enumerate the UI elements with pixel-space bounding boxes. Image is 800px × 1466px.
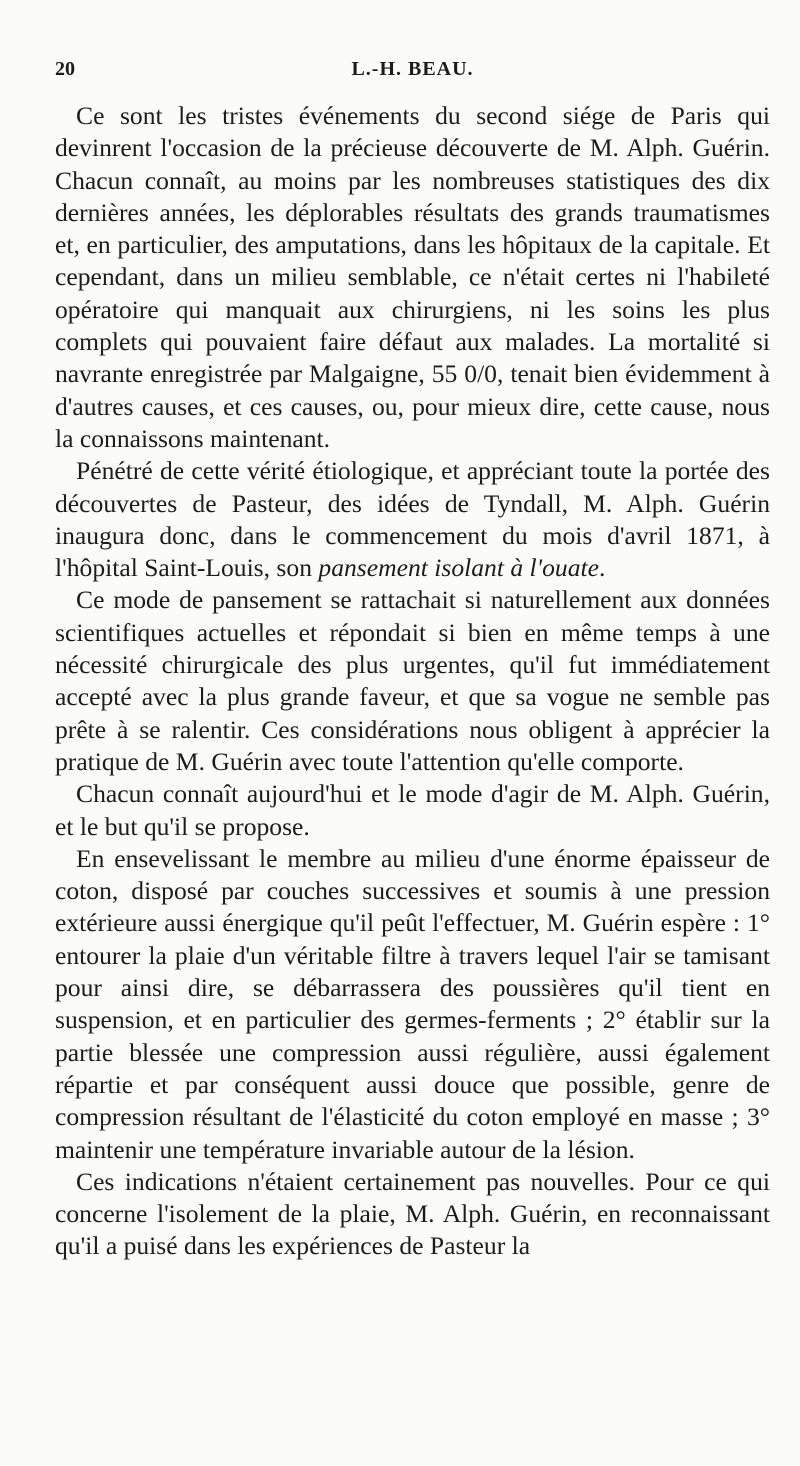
page-number: 20 (55, 58, 75, 80)
paragraph-3: Ce mode de pansement se rattachait si naturellement aux données scientifiques actuelles et répondait si bien en même temps à une nécessité chirurgicale des plus urgentes, qu'il fut immédiatement accepté avec la plus grande faveur, et que sa vogue ne semble pas prête à se ralentir. Ces considérations nous obligent à apprécier la pratique de M. Guérin avec toute l'attention qu'elle comporte. (55, 585, 770, 776)
body-text (55, 100, 770, 1263)
paragraph-2: Pénétré de cette vérité étiologique, et appréciant toute la portée des découvertes de Pasteur, des idées de Tyndall, M. Alph. Guérin inaugura donc, dans le commencement du mois d'avril 1871, à l'hôpital Saint-Louis, son pansement isolant à l'ouate. (55, 456, 770, 583)
page-header (55, 58, 770, 88)
paragraph-4: Chacun connaît aujourd'hui et le mode d'agir de M. Alph. Guérin, et le but qu'il se propose. (55, 779, 770, 841)
paragraph-5: En ensevelissant le membre au milieu d'une énorme épaisseur de coton, disposé par couches successives et soumis à une pression extérieure aussi énergique qu'il peût l'effectuer, M. Guérin espère : 1° entourer la plaie d'un véritable filtre à travers lequel l'air se tamisant pour ainsi dire, se débarrassera des poussières qu'il tient en suspension, et en particulier des germes-ferments ; 2° établir sur la partie blessée une compression aussi régulière, aussi également répartie et par conséquent aussi douce que possible, genre de compression résultant de l'élasticité du coton employé en masse ; 3° maintenir une température invariable autour de la lésion. (55, 843, 770, 1164)
paragraph-1: Ce sont les tristes événements du second siége de Paris qui devinrent l'occasion de la précieuse découverte de M. Alph. Guérin. Chacun connaît, au moins par les nombreuses statistiques des dix dernières années, les déplorables résultats des grands traumatismes et, en particulier, des amputations, dans les hôpitaux de la capitale. Et cependant, dans un milieu semblable, ce n'était certes ni l'habileté opératoire qui manquait aux chirurgiens, ni les soins les plus complets qui pouvaient faire défaut aux malades. La mortalité si navrante enregistrée par Malgaigne, 55 0/0, tenait bien évidemment à d'autres causes, et ces causes, ou, pour mieux dire, cette cause, nous la connaissons maintenant. (55, 101, 770, 453)
paragraph-6: Ces indications n'étaient certainement pas nouvelles. Pour ce qui concerne l'isolement de la plaie, M. Alph. Guérin, en reconnaissant qu'il a puisé dans les expériences de Pasteur la (55, 1166, 770, 1261)
running-title: L.-H. BEAU. (351, 58, 474, 80)
emphasis-pansement-isolant: pansement isolant à l'ouate (318, 553, 599, 583)
